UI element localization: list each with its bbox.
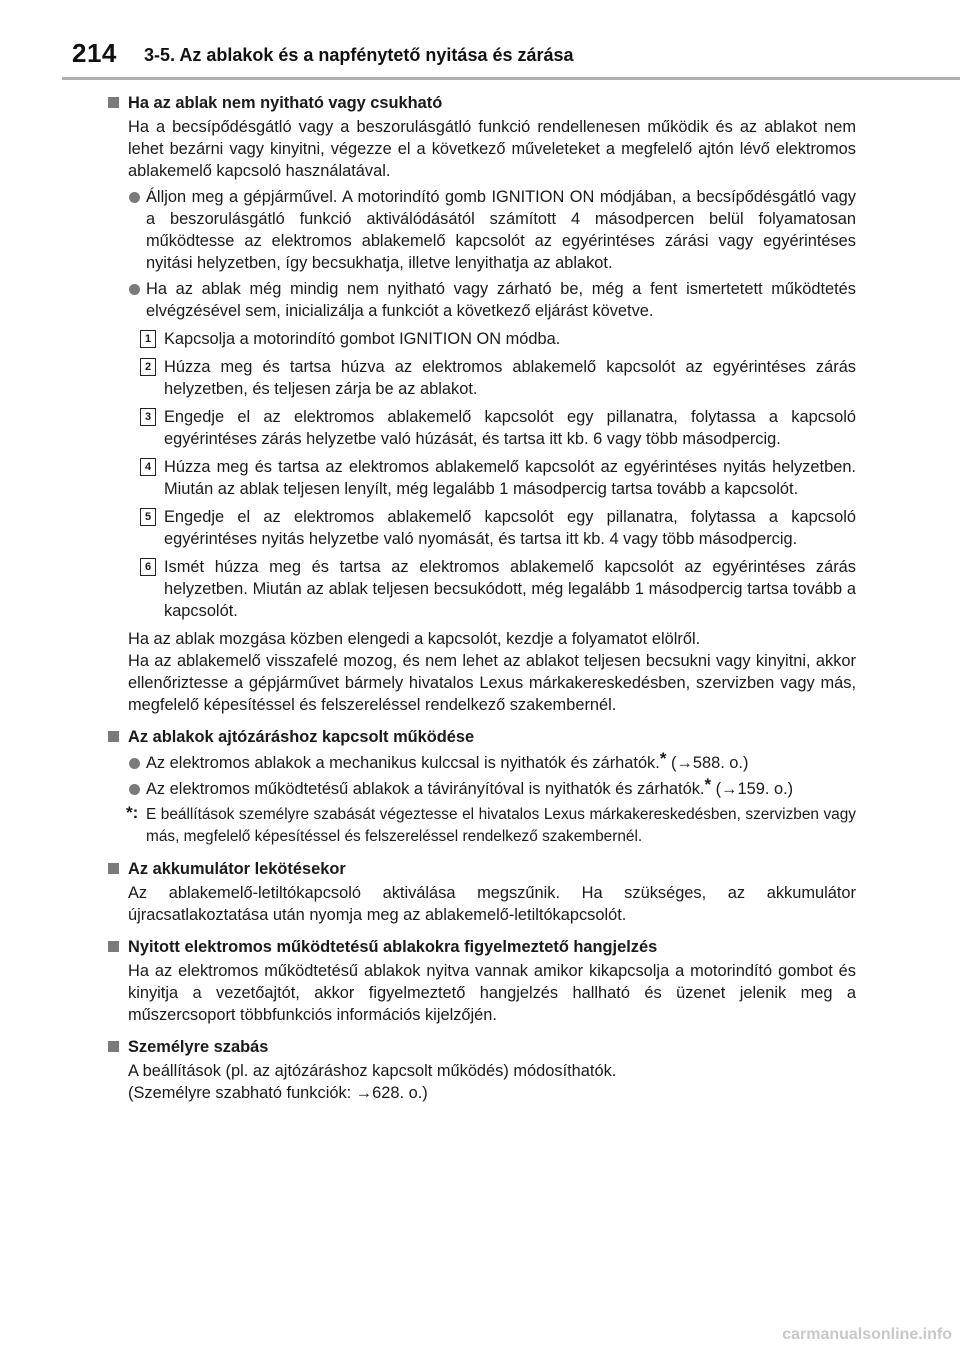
round-bullet-icon — [129, 192, 140, 203]
step-number-box: 1 — [140, 330, 156, 348]
step-number-box: 4 — [140, 458, 156, 476]
square-bullet-icon — [108, 941, 119, 952]
footnote-star: * — [659, 749, 667, 768]
paragraph: Ha az elektromos működtetésű ablakok nyitva vannak amikor kikapcsolja a motorindító gombot és kinyitja a vezetőajtót, akkor figyelmeztető hangjelzés hallható és üzenet jelenik meg a műszercsoport többfunkciós információs kijelzőjén. — [128, 962, 856, 1024]
chapter-title: 3-5. Az ablakok és a napfénytető nyitása és zárása — [144, 45, 574, 65]
step-number-box: 5 — [140, 508, 156, 526]
step-item: 4 Húzza meg és tartsa az elektromos ablakemelő kapcsolót az egyérintéses nyitás helyzetben. Miután az ablak teljesen lenyílt, még legalább 1 másodpercig tartsa tovább a kapcsolót. — [104, 456, 856, 500]
paragraph: Az ablakemelő-letiltókapcsoló aktiválása megszűnik. Ha szükséges, az akkumulátor újracsatlakoztatása után nyomja meg az ablakemelő-letiltókapcsolót. — [128, 884, 856, 924]
header-divider — [62, 77, 960, 80]
footnote: *: E beállítások személyre szabását végeztesse el hivatalos Lexus márkakereskedésben, szervizben vagy más, megfelelő képesítéssel és felszereléssel rendelkező szakembernél. — [126, 803, 856, 845]
footnote-mark: *: — [126, 803, 139, 822]
paragraph: A beállítások (pl. az ajtózáráshoz kapcsolt működés) módosíthatók. (Személyre szabható funkciók: →628. o.) — [128, 1062, 617, 1102]
section-heading: Az akkumulátor lekötésekor — [104, 858, 856, 880]
square-bullet-icon — [108, 731, 119, 742]
square-bullet-icon — [108, 863, 119, 874]
page-number: 214 — [72, 38, 117, 68]
section-heading: Ha az ablak nem nyitható vagy csukható — [104, 92, 856, 114]
step-item: 3 Engedje el az elektromos ablakemelő kapcsolót egy pillanatra, folytassa a kapcsoló egyérintéses zárás helyzetbe való húzását, és tartsa itt kb. 6 vagy több másodpercig. — [104, 406, 856, 450]
section-customization — [104, 1036, 856, 1104]
page-header — [0, 0, 960, 80]
footnote-star: * — [704, 775, 712, 794]
page-reference: (→159. o.) — [715, 780, 794, 798]
paragraph: Ha a becsípődésgátló vagy a beszorulásgátló funkció rendellenesen működik és az ablakot nem lehet bezárni vagy kinyitni, végezze el a következő műveleteket a megfelelő ajtón lévő elektromos ablakemelő kapcsoló használatával. — [128, 118, 856, 180]
step-item: 2 Húzza meg és tartsa húzva az elektromos ablakemelő kapcsolót az egyérintéses zárás helyzetben, és teljesen zárja be az ablakot. — [104, 356, 856, 400]
section-heading: Személyre szabás — [104, 1036, 856, 1058]
section-heading: Az ablakok ajtózáráshoz kapcsolt működése — [104, 726, 856, 748]
bullet-item: Ha az ablak még mindig nem nyitható vagy zárható be, még a fent ismertetett működtetés elvégzésével sem, inicializálja a funkciót a következő eljárást követve. — [104, 278, 856, 322]
step-number-box: 3 — [140, 408, 156, 426]
step-item: 1 Kapcsolja a motorindító gombot IGNITION ON módba. — [104, 328, 856, 350]
bullet-item: Az elektromos ablakok a mechanikus kulccsal is nyithatók és zárhatók.* (→588. o.) — [104, 752, 856, 774]
step-number-box: 2 — [140, 358, 156, 376]
section-battery-disconnect — [104, 858, 856, 926]
section-door-lock-linked — [104, 726, 856, 848]
round-bullet-icon — [129, 784, 140, 795]
square-bullet-icon — [108, 97, 119, 108]
bullet-item: Álljon meg a gépjárművel. A motorindító gomb IGNITION ON módjában, a becsípődésgátló vagy a beszorulásgátló funkció aktiválódásától számított 4 másodpercen belül folyamatosan működtesse az elektromos ablakemelő kapcsolót az egyérintéses zárási vagy egyérintéses nyitási helyzetben, így becsukhatja, illetve lenyithatja az ablakot. — [104, 186, 856, 274]
section-window-not-operable — [104, 92, 856, 716]
section-open-window-buzzer — [104, 936, 856, 1026]
section-heading: Nyitott elektromos működtetésű ablakokra figyelmeztető hangjelzés — [104, 936, 856, 958]
step-number-box: 6 — [140, 558, 156, 576]
watermark: carmanualsonline.info — [782, 1326, 952, 1343]
bullet-item: Az elektromos működtetésű ablakok a távirányítóval is nyithatók és zárhatók.* (→159. o.) — [104, 778, 856, 800]
square-bullet-icon — [108, 1041, 119, 1052]
paragraph: Ha az ablak mozgása közben elengedi a kapcsolót, kezdje a folyamatot elölről. Ha az ablakemelő visszafelé mozog, és nem lehet az ablakot teljesen becsukni vagy kinyitni, akkor ellenőriztesse a gépjárművet bármely hivatalos Lexus márkakereskedésben, szervizben vagy más, megfelelő képesítéssel és felszereléssel rendelkező szakembernél. — [128, 630, 856, 714]
round-bullet-icon — [129, 284, 140, 295]
page-reference: (→588. o.) — [671, 754, 749, 772]
step-item: 6 Ismét húzza meg és tartsa az elektromos ablakemelő kapcsolót az egyérintéses zárás helyzetben. Miután az ablak teljesen becsukódott, még legalább 1 másodpercig tartsa tovább a kapcsolót. — [104, 556, 856, 622]
page-content — [104, 92, 856, 1104]
round-bullet-icon — [129, 758, 140, 769]
step-item: 5 Engedje el az elektromos ablakemelő kapcsolót egy pillanatra, folytassa a kapcsoló egyérintéses nyitás helyzetbe való nyomását, és tartsa itt kb. 4 vagy több másodpercig. — [104, 506, 856, 550]
